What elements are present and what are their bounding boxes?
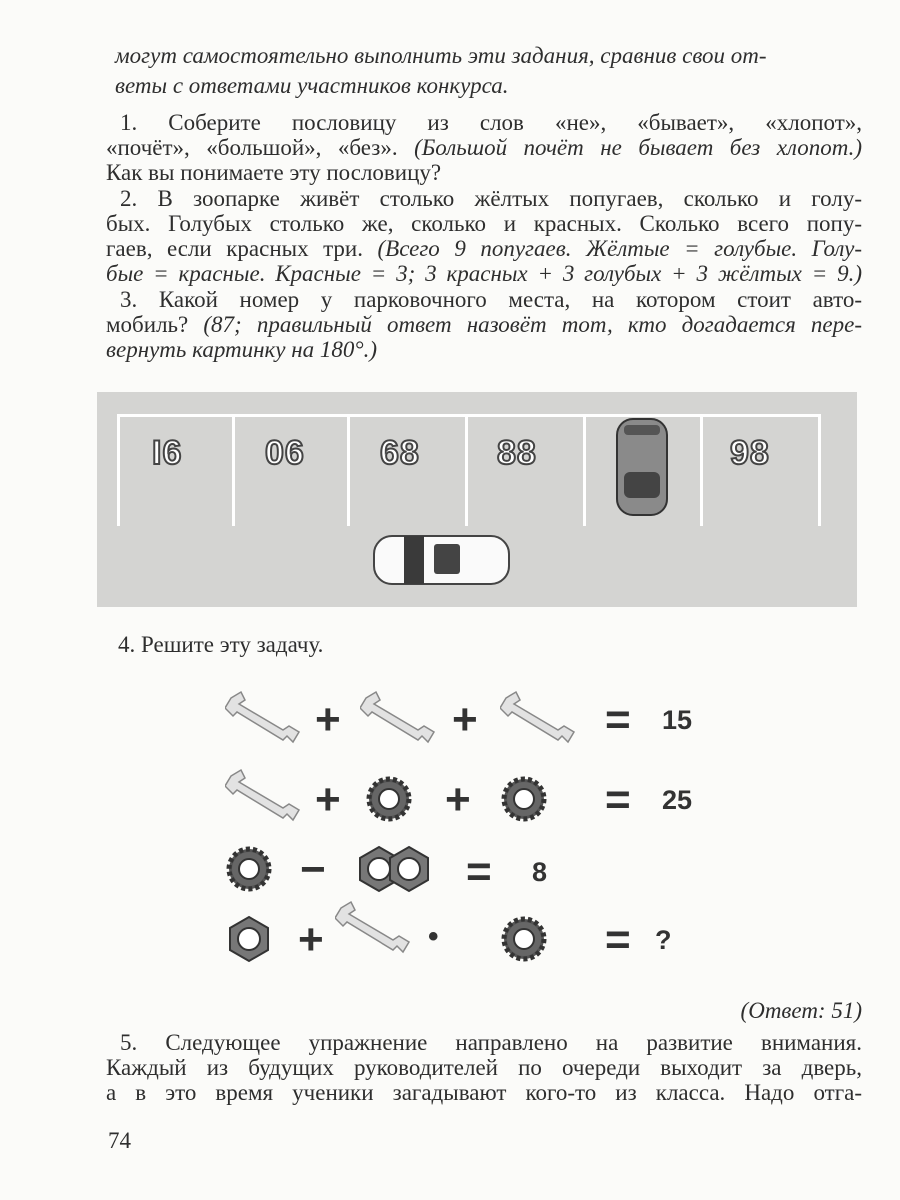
plus-sign: + (445, 775, 471, 824)
task1-line-1: 1. Соберите пословицу из слов «не», «бывает», «хлопот», (120, 110, 862, 135)
task1-text: «почёт», «большой», «без». (106, 135, 398, 160)
task5-line-3: а в это время ученики загадывают кого-то из класса. Надо отга- (106, 1080, 862, 1105)
equals-sign: = (605, 695, 631, 744)
task2-line-3 (106, 236, 862, 262)
wrench-icon (225, 768, 301, 822)
two-nuts-icon (355, 845, 435, 893)
task3-answer: (87; правильный ответ назовёт тот, кто догадается пере- (203, 312, 862, 337)
intro-line-2: веты с ответами участников конкурса. (115, 73, 509, 98)
gear-icon (500, 775, 548, 823)
parking-spot-number: 98 (730, 434, 770, 472)
parked-car-icon (612, 417, 672, 517)
task3-line-1: 3. Какой номер у парковочного места, на котором стоит авто- (120, 287, 862, 312)
moving-car-icon (372, 532, 512, 587)
multiply-dot: • (428, 920, 439, 953)
task2-line-4: бые = красные. Красные = 3; 3 красных + 3 голубых + 3 жёлтых = 9.) (106, 261, 862, 286)
result-value: 8 (532, 857, 548, 887)
task5-line-2: Каждый из будущих руководителей по очереди выходит за дверь, (106, 1055, 862, 1080)
task3-line-2 (106, 312, 862, 338)
task2-line-1: 2. В зоопарке живёт столько жёлтых попугаев, сколько и голу- (120, 186, 862, 211)
task4-title: 4. Решите эту задачу. (118, 632, 324, 657)
task3-line-3: вернуть картинку на 180°.) (106, 337, 378, 362)
parking-spot-number: 68 (380, 434, 420, 472)
task1-line-3: Как вы понимаете эту пословицу? (106, 160, 442, 185)
task5-line-1: 5. Следующее упражнение направлено на развитие внимания. (120, 1030, 862, 1055)
plus-sign: + (298, 915, 324, 964)
parking-line (583, 414, 587, 526)
plus-sign: + (315, 775, 341, 824)
equals-sign: = (605, 915, 631, 964)
gear-icon (365, 775, 413, 823)
gear-icon (225, 845, 273, 893)
parking-line (232, 414, 236, 526)
equals-sign: = (466, 847, 492, 896)
task1-line-2 (106, 135, 862, 161)
parking-spot-number: 88 (497, 434, 537, 472)
wrench-icon (500, 690, 576, 744)
plus-sign: + (452, 695, 478, 744)
parking-line (117, 414, 821, 417)
wrench-icon (360, 690, 436, 744)
parking-spot-number: I6 (152, 434, 183, 472)
wrench-icon (335, 900, 411, 954)
parking-line (465, 414, 469, 526)
intro-line-1: могут самостоятельно выполнить эти задания, сравнив свои от- (115, 43, 767, 68)
task1-answer: (Большой почёт не бывает без хлопот.) (414, 135, 863, 160)
gear-icon (500, 915, 548, 963)
parking-line (700, 414, 704, 526)
task2-line-2: бых. Голубых столько же, сколько и красных. Сколько всего попу- (106, 211, 862, 236)
page-number: 74 (108, 1128, 131, 1153)
parking-line (117, 414, 121, 526)
task4-answer: (Ответ: 51) (740, 998, 862, 1023)
plus-sign: + (315, 695, 341, 744)
nut-icon (225, 915, 273, 963)
result-value: 15 (662, 705, 693, 735)
wrench-icon (225, 690, 301, 744)
parking-line (818, 414, 822, 526)
task3-text: мобиль? (106, 312, 189, 337)
parking-lot-image (97, 392, 857, 607)
parking-spot-number: 06 (265, 434, 305, 472)
result-value: 25 (662, 785, 693, 815)
task2-text: гаев, если красных три. (106, 236, 363, 261)
result-value: ? (655, 925, 672, 955)
minus-sign: − (300, 845, 326, 894)
task2-answer: (Всего 9 попугаев. Жёлтые = голубые. Голу- (377, 236, 863, 261)
equals-sign: = (605, 775, 631, 824)
parking-line (347, 414, 351, 526)
